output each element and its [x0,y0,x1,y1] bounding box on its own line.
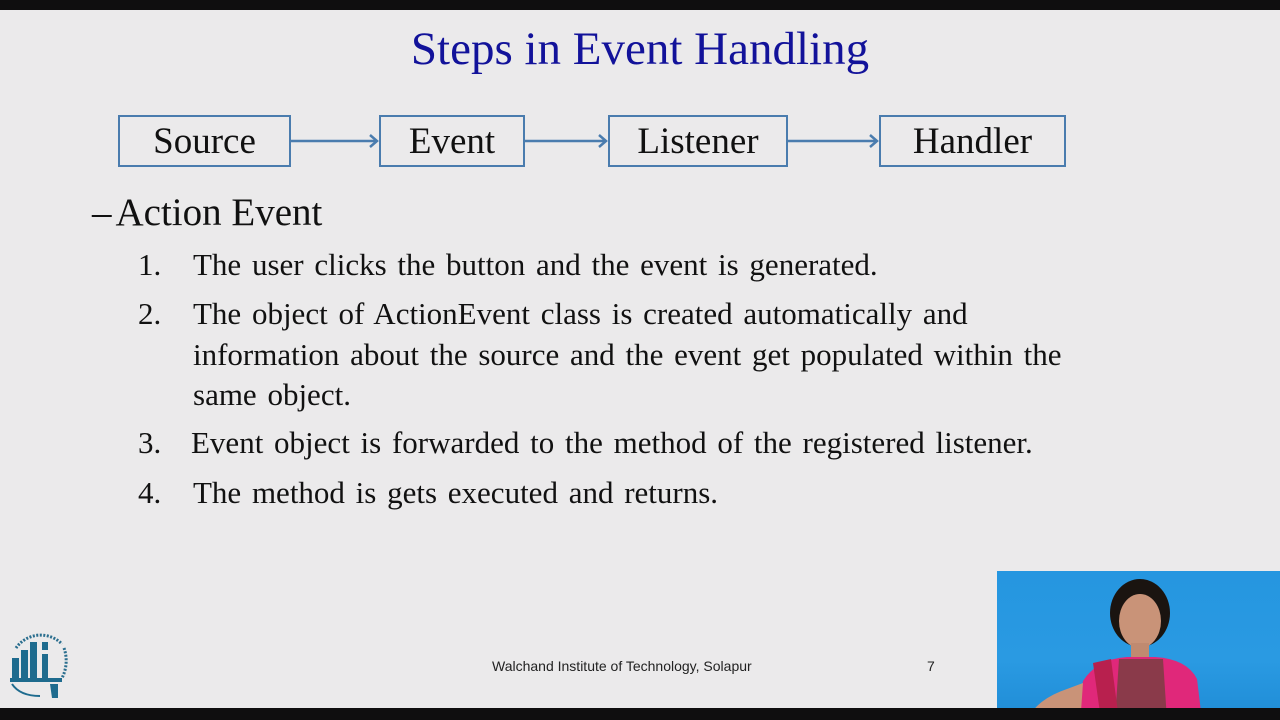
step-number: 2. [138,296,162,331]
step-number: 3. [138,425,162,460]
presenter-video-inset [997,571,1280,720]
step-number: 1. [138,247,162,282]
arrow-right-icon [525,131,609,151]
slide-page-number: 7 [927,658,935,674]
arrow-right-icon [788,131,880,151]
presenter-figure-icon [997,571,1280,720]
flow-box-event: Event [379,115,525,167]
step-text: The object of ActionEvent class is created automatically and [193,296,968,331]
section-heading-text: Action Event [115,191,323,234]
step-number: 4. [138,475,162,510]
flow-box-handler: Handler [879,115,1066,167]
step-text: same object. [193,377,351,412]
step-text: The user clicks the button and the event is generated. [193,247,878,282]
wit-logo-icon [6,628,68,700]
event-flow-diagram [0,0,1280,200]
step-text: information about the source and the event get populated within the [193,337,1062,372]
arrow-right-icon [291,131,380,151]
flow-box-listener: Listener [608,115,788,167]
footer-institution: Walchand Institute of Technology, Solapur [492,658,752,674]
video-bottom-letterbox [0,708,1280,720]
step-text: Event object is forwarded to the method of the registered listener. [191,425,1033,460]
slide-title: Steps in Event Handling [410,23,870,75]
section-heading [92,190,322,235]
step-text: The method is gets executed and returns. [193,475,719,510]
dash-bullet: – [92,191,112,234]
flow-box-source: Source [118,115,291,167]
